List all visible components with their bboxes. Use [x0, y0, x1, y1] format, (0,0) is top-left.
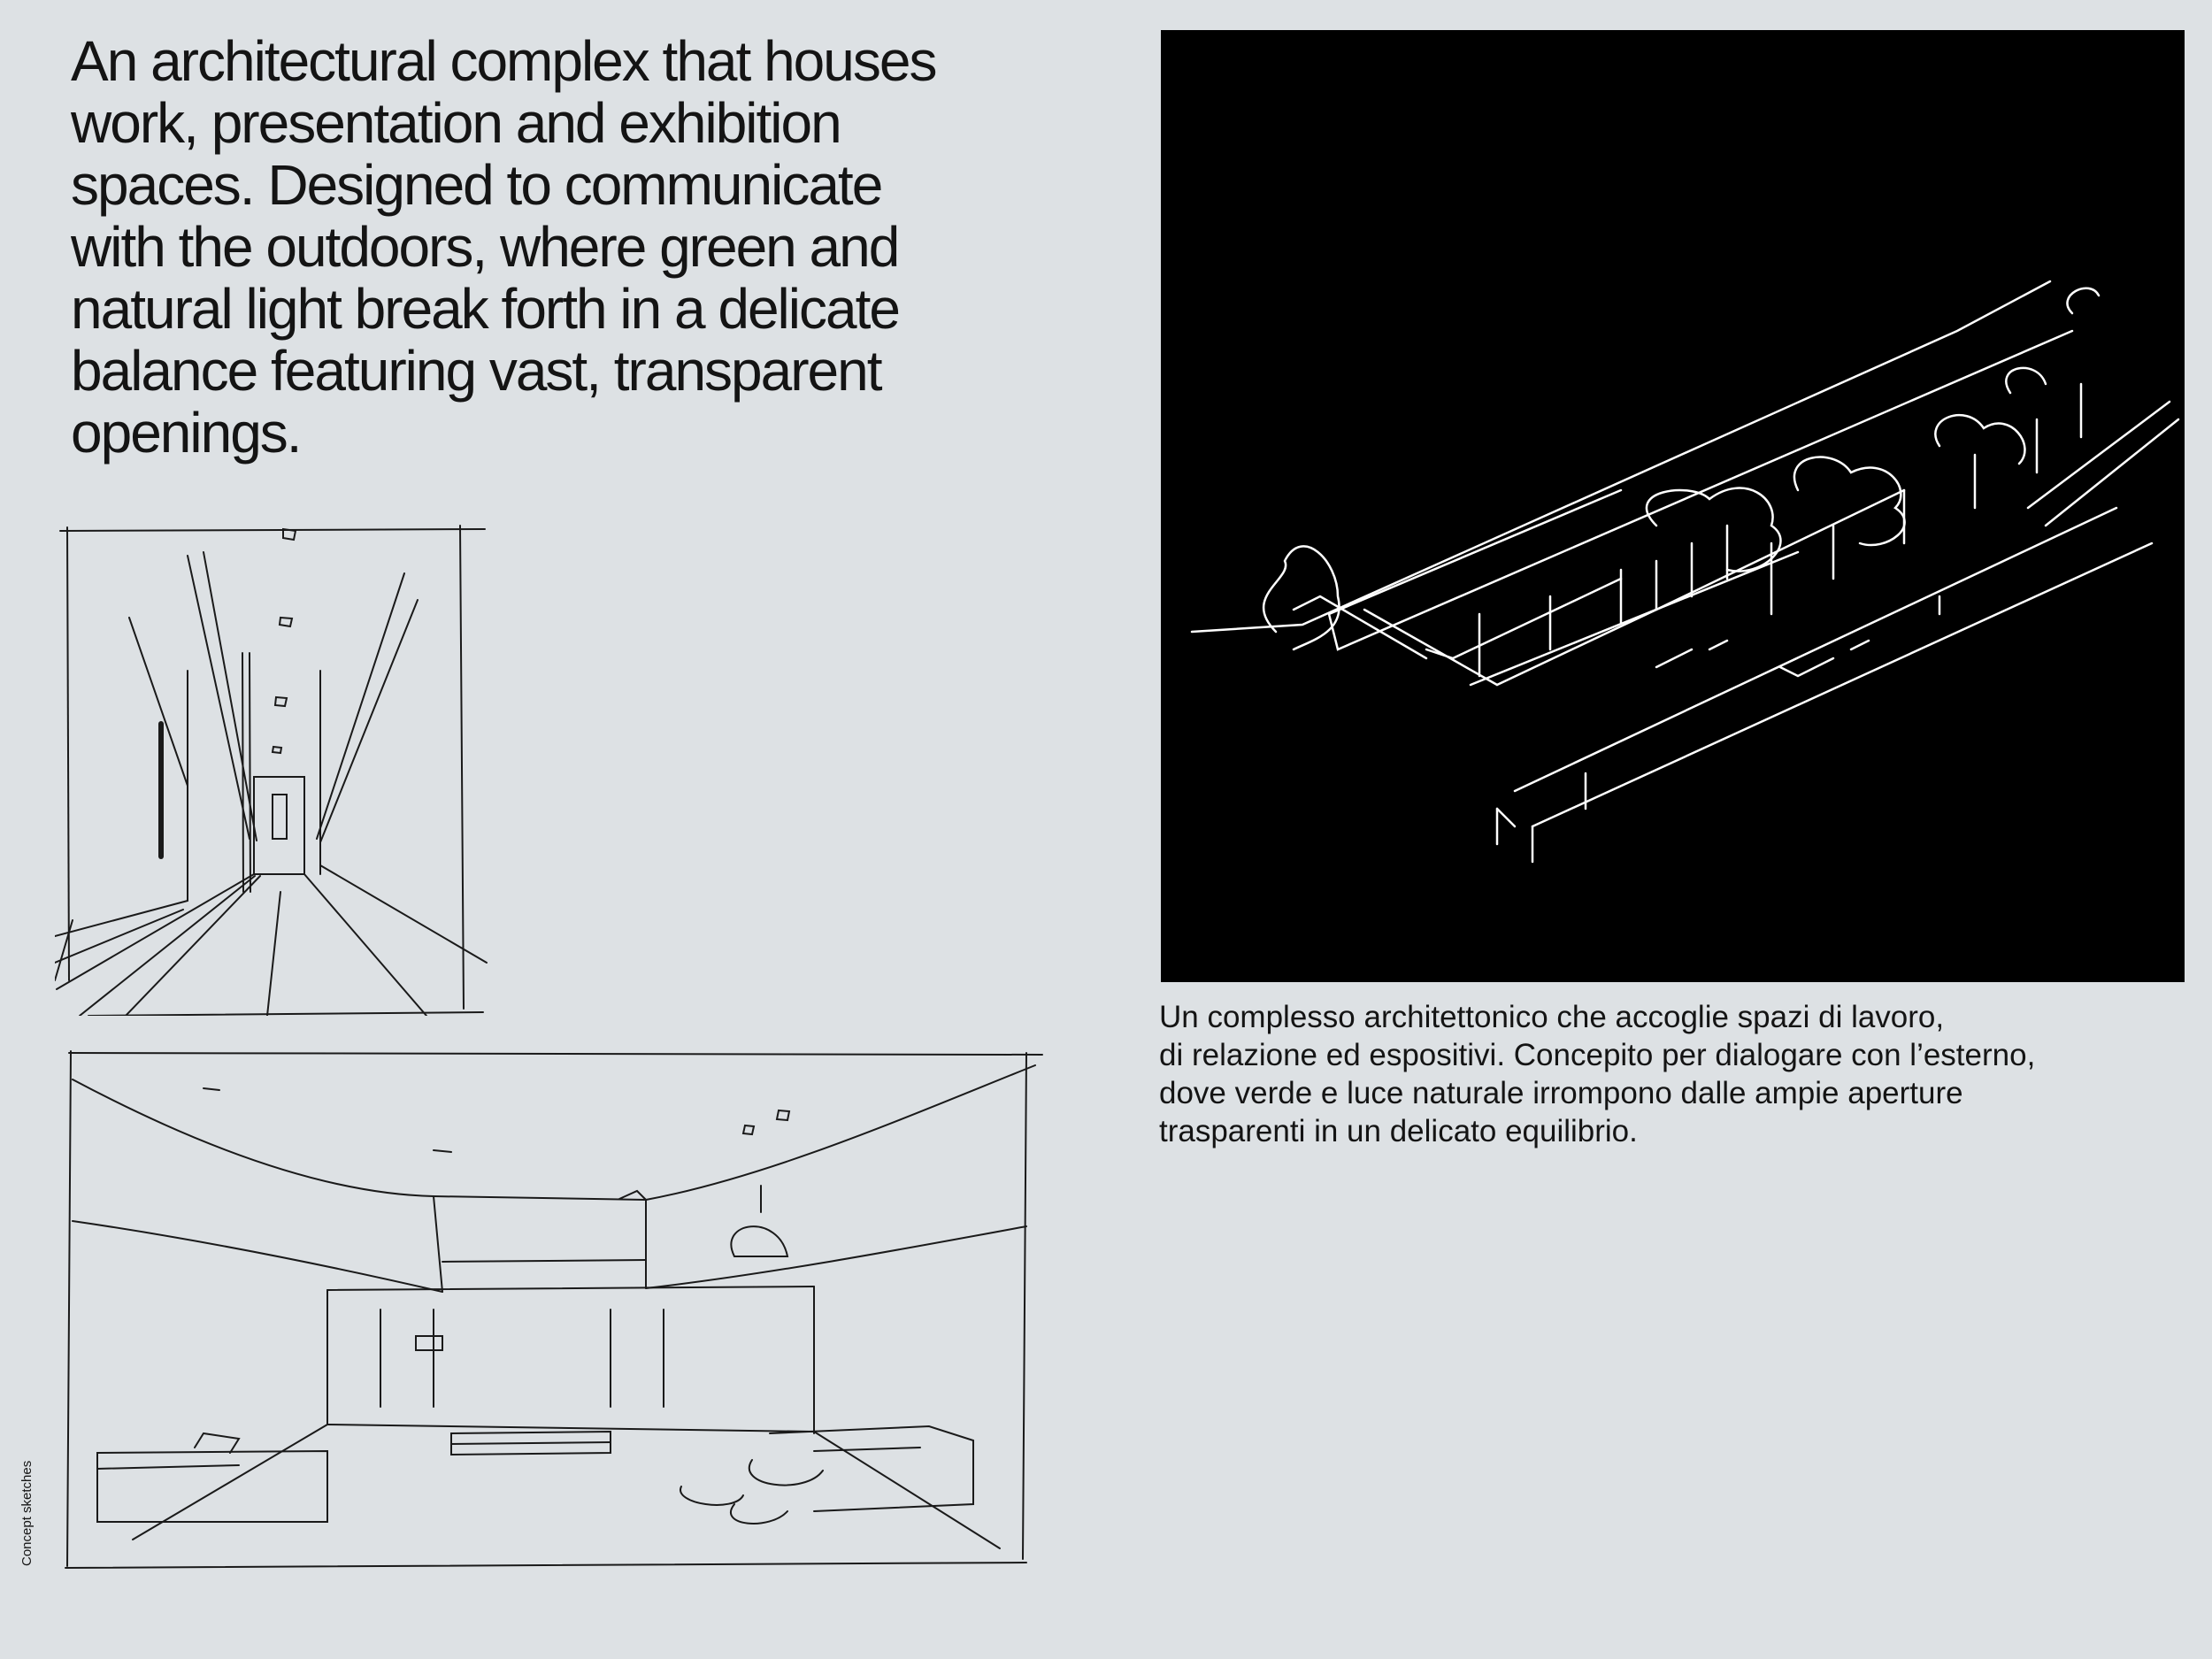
caption-line: trasparenti in un delicato equilibrio.: [1159, 1114, 1638, 1148]
intro-line: with the outdoors, where green and: [71, 215, 899, 279]
intro-line: balance featuring vast, transparent: [71, 339, 881, 403]
concept-sketches-label: Concept sketches: [19, 1460, 35, 1566]
intro-line: work, presentation and exhibition: [71, 91, 841, 155]
intro-line: openings.: [71, 401, 301, 465]
corridor-sketch: [55, 520, 495, 1016]
intro-paragraph: [71, 30, 1115, 464]
aerial-sketch: [1161, 30, 2185, 982]
intro-line: An architectural complex that houses: [71, 29, 936, 93]
caption-italian: [1159, 998, 2185, 1150]
intro-line: natural light break forth in a delicate: [71, 277, 899, 341]
caption-line: Un complesso architettonico che accoglie spazi di lavoro,: [1159, 1000, 1945, 1034]
caption-line: di relazione ed espositivi. Concepito per dialogare con l’esterno,: [1159, 1038, 2036, 1072]
room-sketch: [62, 1044, 1046, 1573]
intro-line: spaces. Designed to communicate: [71, 153, 882, 217]
caption-line: dove verde e luce naturale irrompono dalle ampie aperture: [1159, 1076, 1963, 1110]
